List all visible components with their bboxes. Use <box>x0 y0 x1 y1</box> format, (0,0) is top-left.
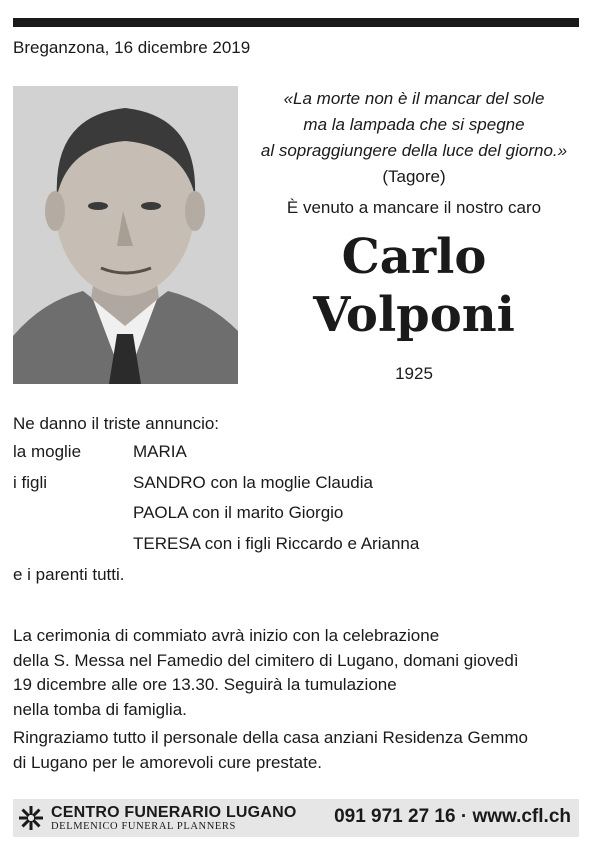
footer-contact: 091 971 27 16 · www.cfl.ch <box>334 806 571 827</box>
portrait-photo <box>13 86 238 384</box>
family-relation: i figli <box>13 472 48 492</box>
intro-text: È venuto a mancare il nostro caro <box>286 198 542 217</box>
deceased-year: 1925 <box>395 364 433 383</box>
family-row <box>13 503 419 534</box>
announcement: Ne danno il triste annuncio: <box>13 414 220 433</box>
funeral-home-footer <box>13 799 579 837</box>
thanks-line: Ringraziamo tutto il personale della casa anziani Residenza Gemmo <box>13 728 528 747</box>
family-names: PAOLA con il marito Giorgio <box>133 503 344 522</box>
top-rule <box>13 18 579 27</box>
tribute-column <box>246 86 582 384</box>
brand-name: CENTRO FUNERARIO LUGANO <box>51 803 297 821</box>
ceremony-line: della S. Messa nel Famedio del cimitero di Lugano, domani giovedì <box>13 650 519 670</box>
relatives-line: e i parenti tutti. <box>13 565 125 584</box>
quote <box>246 86 582 164</box>
thanks-text <box>13 726 583 775</box>
ceremony-line: La cerimonia di commiato avrà inizio con la celebrazione <box>13 626 440 645</box>
family-names: SANDRO con la moglie Claudia <box>133 472 373 492</box>
family-names: TERESA con i figli Riccardo e Arianna <box>133 533 420 553</box>
family-names: MARIA <box>133 442 187 461</box>
brand-subtitle: DELMENICO FUNERAL PLANNERS <box>51 820 236 832</box>
deceased-name <box>246 228 582 344</box>
family-relation: la moglie <box>13 442 82 461</box>
footer-brand <box>51 804 296 833</box>
deceased-first-name: Carlo <box>341 229 487 285</box>
ceremony-line: nella tomba di famiglia. <box>13 699 187 719</box>
quote-line: al sopraggiungere della luce del giorno.» <box>260 141 568 160</box>
ceremony-text <box>13 624 583 722</box>
thanks-line: di Lugano per le amorevoli cure prestate. <box>13 752 323 772</box>
quote-author: (Tagore) <box>382 167 446 186</box>
family-row <box>13 442 419 473</box>
family-row <box>13 534 419 565</box>
family-row <box>13 473 419 504</box>
deceased-last-name: Volponi <box>313 287 515 343</box>
quote-line: ma la lampada che si spegne <box>303 115 525 134</box>
sun-ray-logo-icon <box>17 804 45 832</box>
ceremony-line: 19 dicembre alle ore 13.30. Seguirà la tumulazione <box>13 675 397 694</box>
portrait-illustration <box>13 86 238 384</box>
quote-line: «La morte non è il mancar del sole <box>283 89 545 108</box>
family-list <box>13 442 419 564</box>
place-date: Breganzona, 16 dicembre 2019 <box>13 38 251 57</box>
